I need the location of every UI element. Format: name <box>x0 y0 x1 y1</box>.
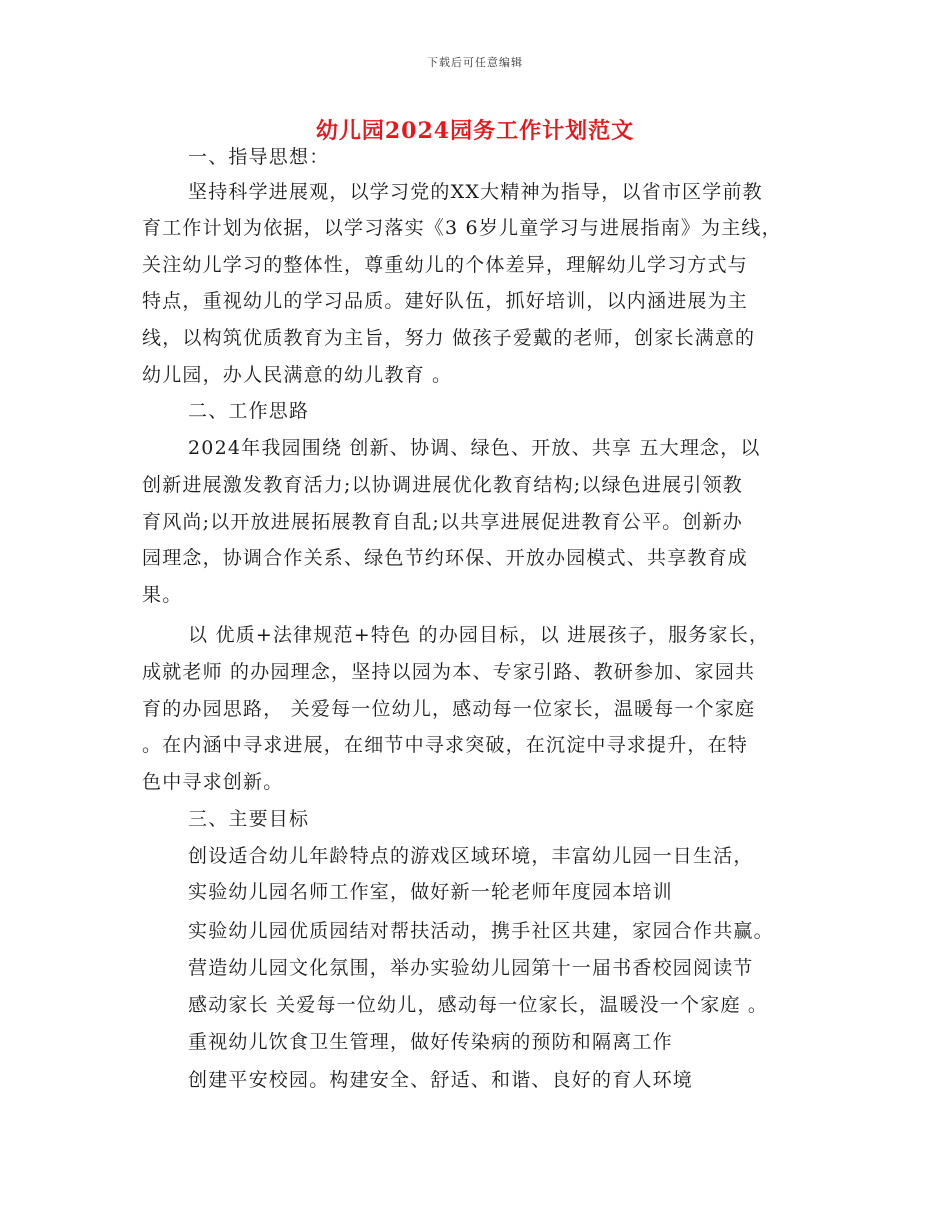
section-heading-1: 一、指导思想： <box>188 146 330 168</box>
paragraph-line: 特点，重视幼儿的学习品质。建好队伍，抓好培训，以内涵进展为主 <box>142 290 749 312</box>
section-heading-2: 二、工作思路 <box>188 400 310 422</box>
paragraph-line: 育的办园思路， 关爱每一位幼儿，感动每一位家长，温暖每一个家庭 <box>142 698 756 720</box>
paragraph-line: 创新进展激发教育活力;以协调进展优化教育结构;以绿色进展引领教 <box>142 474 744 496</box>
page-header-note: 下载后可任意编辑 <box>427 56 523 69</box>
section-heading-3: 三、主要目标 <box>188 808 310 830</box>
paragraph-line: 坚持科学进展观，以学习党的XX大精神为指导，以省市区学前教 <box>188 181 763 203</box>
paragraph-line: 以 优质+法律规范+特色 的办园目标，以 进展孩子，服务家长， <box>188 624 770 646</box>
paragraph-line: 色中寻求创新。 <box>142 771 284 793</box>
paragraph-line: 园理念，协调合作关系、绿色节约环保、开放办园模式、共享教育成 <box>142 547 749 569</box>
paragraph-line: 关注幼儿学习的整体性，尊重幼儿的个体差异，理解幼儿学习方式与 <box>142 254 749 276</box>
paragraph-line: 2024年我园围绕 创新、协调、绿色、开放、共享 五大理念，以 <box>188 437 761 459</box>
goal-line: 实验幼儿园优质园结对帮扶活动，携手社区共建，家园合作共赢。 <box>188 920 774 942</box>
goal-line: 实验幼儿园名师工作室，做好新一轮老师年度园本培训 <box>188 881 673 903</box>
goal-line: 重视幼儿饮食卫生管理，做好传染病的预防和隔离工作 <box>188 1031 673 1053</box>
paragraph-line: 育风尚;以开放进展拓展教育自乱;以共享进展促进教育公平。创新办 <box>142 511 744 533</box>
goal-line: 创建平安校园。构建安全、舒适、和谐、良好的育人环境 <box>188 1069 694 1091</box>
document-title: 幼儿园2024园务工作计划范文 <box>315 118 635 144</box>
paragraph-line: 育工作计划为依据，以学习落实《3 6岁儿童学习与进展指南》为主线， <box>142 217 782 239</box>
paragraph-line: 。在内涵中寻求进展，在细节中寻求突破，在沉淀中寻求提升，在特 <box>142 734 749 756</box>
goal-line: 感动家长 关爱每一位幼儿，感动每一位家长，温暖没一个家庭 。 <box>188 994 769 1016</box>
paragraph-line: 成就老师 的办园理念，坚持以园为本、专家引路、教研参加、家园共 <box>142 661 756 683</box>
paragraph-line: 幼儿园，办人民满意的幼儿教育 。 <box>142 364 453 386</box>
goal-line: 创设适合幼儿年龄特点的游戏区域环境，丰富幼儿园一日生活， <box>188 845 754 867</box>
paragraph-line: 果。 <box>142 584 183 606</box>
goal-line: 营造幼儿园文化氛围，举办实验幼儿园第十一届书香校园阅读节 <box>188 957 754 979</box>
paragraph-line: 线，以构筑优质教育为主旨，努力 做孩子爱戴的老师，创家长满意的 <box>142 327 756 349</box>
